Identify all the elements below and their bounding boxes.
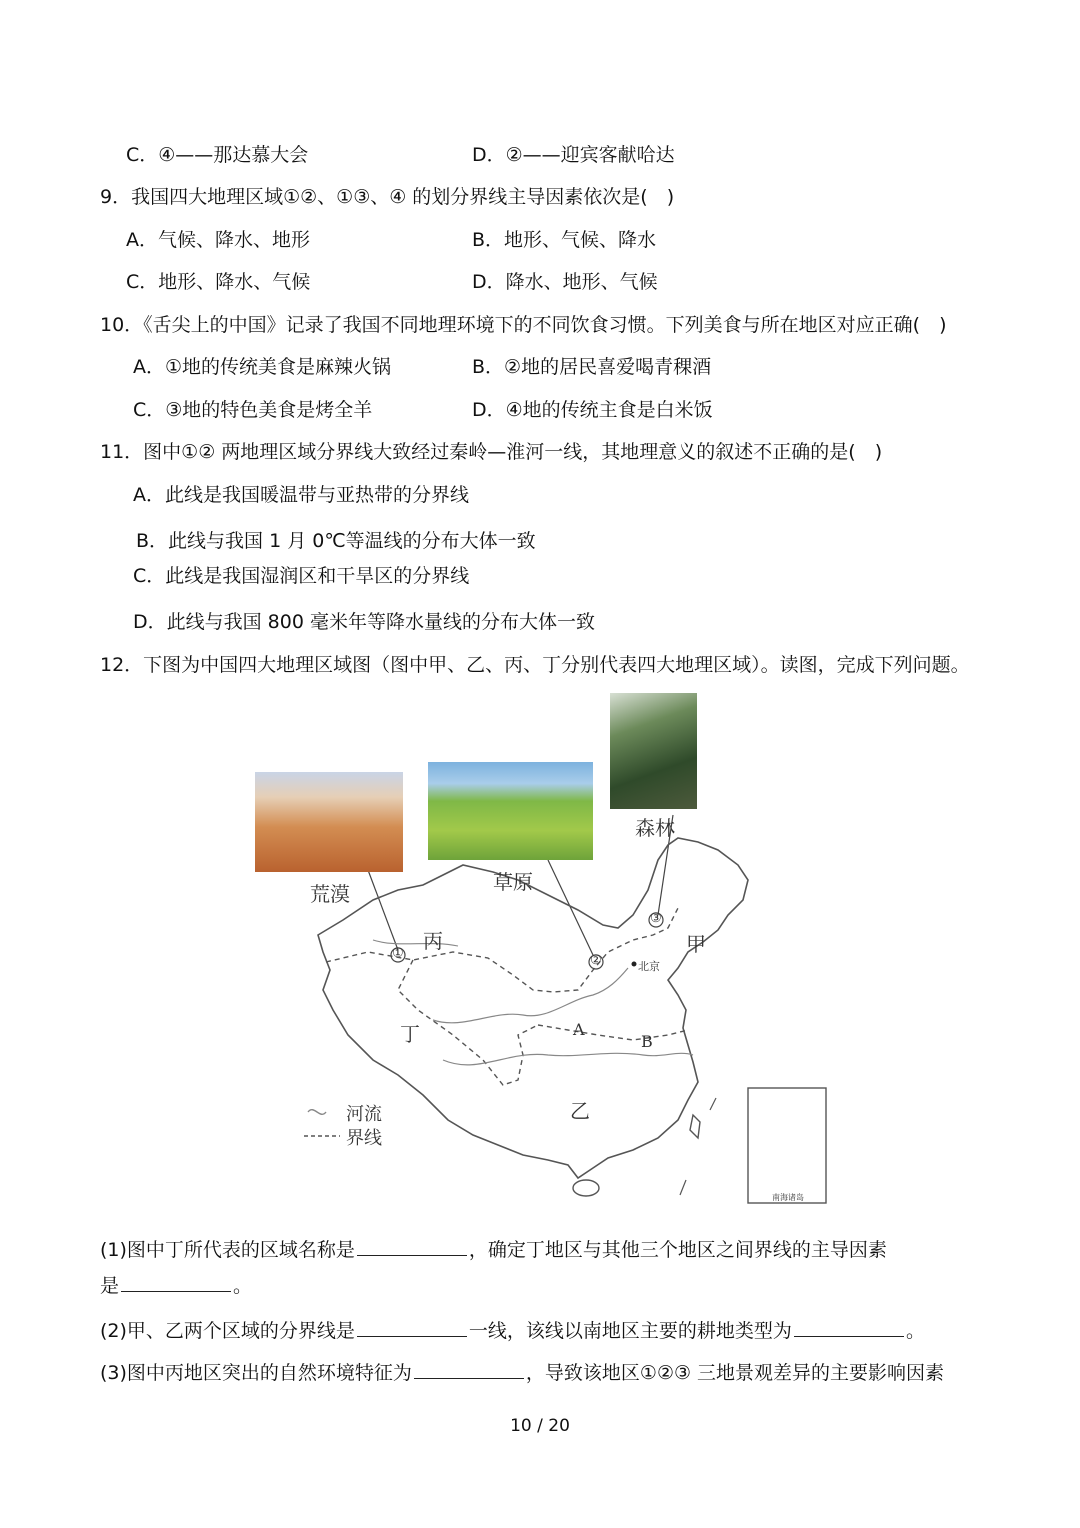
label-beijing: 北京 [638,960,660,973]
q10-stem: 10．《舌尖上的中国》记录了我国不同地理环境下的不同饮食习惯。下列美食与所在地区对应正确( ) [100,314,947,336]
q9-option-c: C．地形、降水、气候 [126,271,311,293]
q12-sub1-line2 [100,1273,252,1298]
label-grassland: 草原 [493,870,533,894]
q12-sub1-line1 [100,1237,887,1262]
q9-option-b: B．地形、气候、降水 [472,229,657,251]
q12-sub3 [100,1360,944,1385]
region-yi: 乙 [570,1099,590,1123]
q12-sub3-text-b: ，导致该地区①②③ 三地景观差异的主要影响因素 [525,1362,945,1384]
region-ding: 丁 [400,1022,420,1046]
q10-option-d: D．④地的传统主食是白米饭 [472,399,713,421]
region-jia: 甲 [686,932,706,956]
q11-option-b: B．此线与我国 1 月 0℃等温线的分布大体一致 [136,530,536,552]
q8-option-d: D．②——迎宾客献哈达 [472,144,675,166]
answer-blank-4[interactable] [794,1318,904,1337]
forest-photo [610,693,697,809]
label-forest: 森林 [635,816,675,840]
answer-blank-5[interactable] [414,1360,524,1379]
q12-sub1-text-b: ，确定丁地区与其他三个地区之间界线的主导因素 [468,1239,887,1261]
q8-option-c: C．④——那达慕大会 [126,144,309,166]
china-regions-map [248,690,838,1210]
q9-option-a: A．气候、降水、地形 [126,229,310,251]
q11-option-d: D．此线与我国 800 毫米年等降水量线的分布大体一致 [133,611,595,633]
q10-option-a: A．①地的传统美食是麻辣火锅 [133,356,392,378]
label-b: B [641,1032,653,1051]
label-desert: 荒漠 [310,882,350,906]
q12-sub2 [100,1318,925,1343]
point-1: ① [392,946,404,961]
answer-blank-2[interactable] [121,1273,231,1292]
desert-photo [255,772,403,872]
q11-stem: 11．图中①② 两地理区域分界线大致经过秦岭—淮河一线，其地理意义的叙述不正确的是( ) [100,441,883,463]
q12-sub1-text-c: 是 [100,1275,120,1297]
q11-option-a: A．此线是我国暖温带与亚热带的分界线 [133,484,469,506]
q10-option-b: B．②地的居民喜爱喝青稞酒 [472,356,712,378]
point-2: ② [590,953,602,968]
answer-blank-3[interactable] [357,1318,467,1337]
region-bing: 丙 [423,929,443,953]
inset-label: 南海诸岛 [772,1193,804,1202]
legend-river: 河流 [346,1104,382,1125]
point-3: ③ [650,911,662,926]
q9-stem: 9．我国四大地理区域①②、①③、④ 的划分界线主导因素依次是( ) [100,186,675,208]
label-a: A [573,1020,585,1039]
q10-option-c: C．③地的特色美食是烤全羊 [133,399,373,421]
q12-sub2-text-b: 一线，该线以南地区主要的耕地类型为 [468,1320,792,1342]
q12-sub1-text-d: 。 [233,1275,253,1297]
q11-option-c: C．此线是我国湿润区和干旱区的分界线 [133,565,470,587]
q9-option-d: D．降水、地形、气候 [472,271,658,293]
legend-boundary: 界线 [346,1128,382,1149]
grassland-photo [428,762,593,860]
answer-blank-1[interactable] [357,1237,467,1256]
q12-sub2-text-c: 。 [905,1320,925,1342]
q12-sub2-text-a: (2)甲、乙两个区域的分界线是 [100,1320,355,1342]
q12-stem: 12．下图为中国四大地理区域图（图中甲、乙、丙、丁分别代表四大地理区域）。读图，完成下列问题。 [100,654,970,676]
q12-sub3-text-a: (3)图中丙地区突出的自然环境特征为 [100,1362,412,1384]
q12-sub1-text-a: (1)图中丁所代表的区域名称是 [100,1239,355,1261]
page-number: 10 / 20 [510,1416,570,1436]
